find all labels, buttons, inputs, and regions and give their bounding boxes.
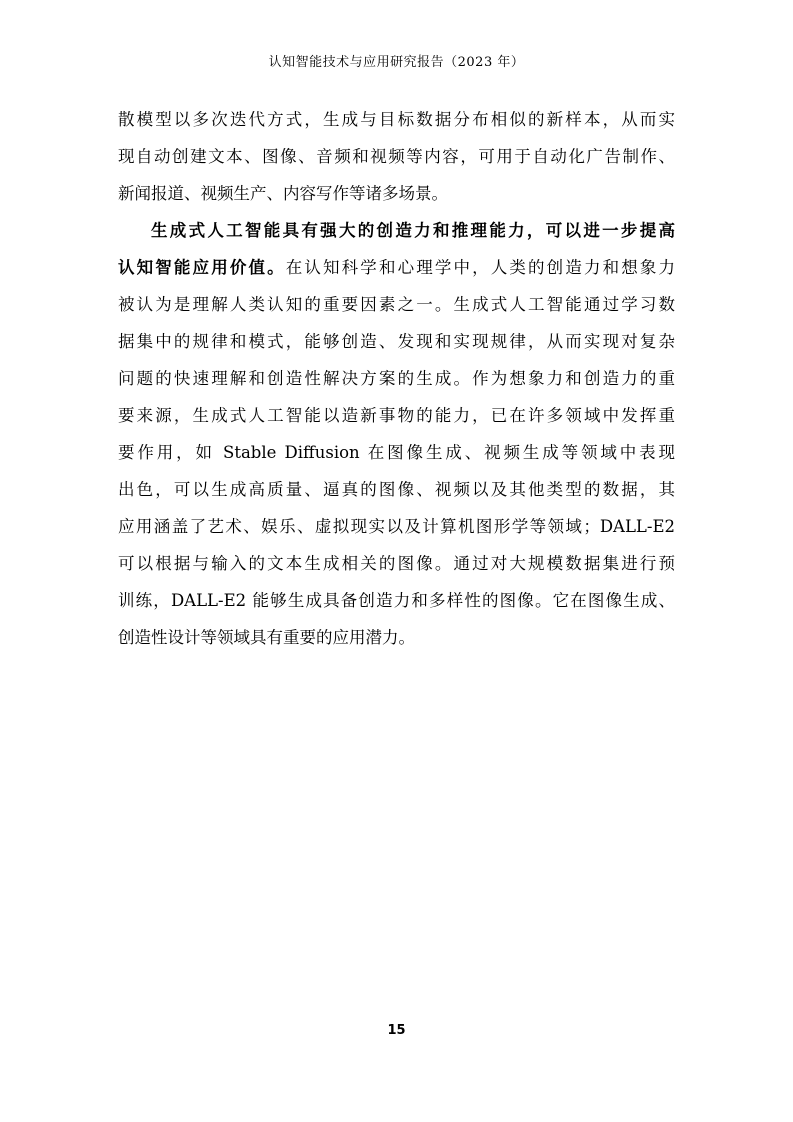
paragraph-generative-ai-creativity [118, 212, 675, 656]
bold-lead-sentence-line: 生成式人工智能具有强大的创造力和推理能力，可以进一步提高 [151, 221, 675, 240]
text-line: 创造性设计等领域具有重要的应用潜力。 [118, 628, 415, 647]
page-number: 15 [387, 1023, 406, 1038]
text-line: 被认为是理解人类认知的重要因素之一。生成式人工智能通过学习数 [118, 295, 675, 314]
text-line: 问题的快速理解和创造性解决方案的生成。作为想象力和创造力的重 [118, 369, 675, 388]
report-body [118, 101, 675, 656]
text-line: 可以根据与输入的文本生成相关的图像。通过对大规模数据集进行预 [118, 554, 675, 573]
paragraph-diffusion-generation [118, 101, 675, 212]
text-line: 训练，DALL-E2 能够生成具备创造力和多样性的图像。它在图像生成、 [118, 591, 675, 610]
text-line: 新闻报道、视频生产、内容写作等诸多场景。 [118, 184, 448, 203]
text-line: 要来源，生成式人工智能以造新事物的能力，已在许多领域中发挥重 [118, 406, 675, 425]
text-line-rest: 在认知科学和心理学中，人类的创造力和想象力 [285, 258, 675, 277]
text-line: 散模型以多次迭代方式，生成与目标数据分布相似的新样本，从而实 [118, 110, 675, 129]
text-line: 应用涵盖了艺术、娱乐、虚拟现实以及计算机图形学等领域；DALL-E2 [118, 517, 675, 536]
text-line: 要作用，如 Stable Diffusion 在图像生成、视频生成等领域中表现 [118, 443, 675, 462]
text-line: 现自动创建文本、图像、音频和视频等内容，可用于自动化广告制作、 [118, 147, 675, 166]
text-line: 据集中的规律和模式，能够创造、发现和实现规律，从而实现对复杂 [118, 332, 675, 351]
text-line [118, 249, 675, 286]
text-line: 出色，可以生成高质量、逼真的图像、视频以及其他类型的数据，其 [118, 480, 675, 499]
running-header: 认知智能技术与应用研究报告（2023 年） [268, 55, 525, 70]
bold-lead-sentence-end: 认知智能应用价值。 [118, 258, 286, 277]
